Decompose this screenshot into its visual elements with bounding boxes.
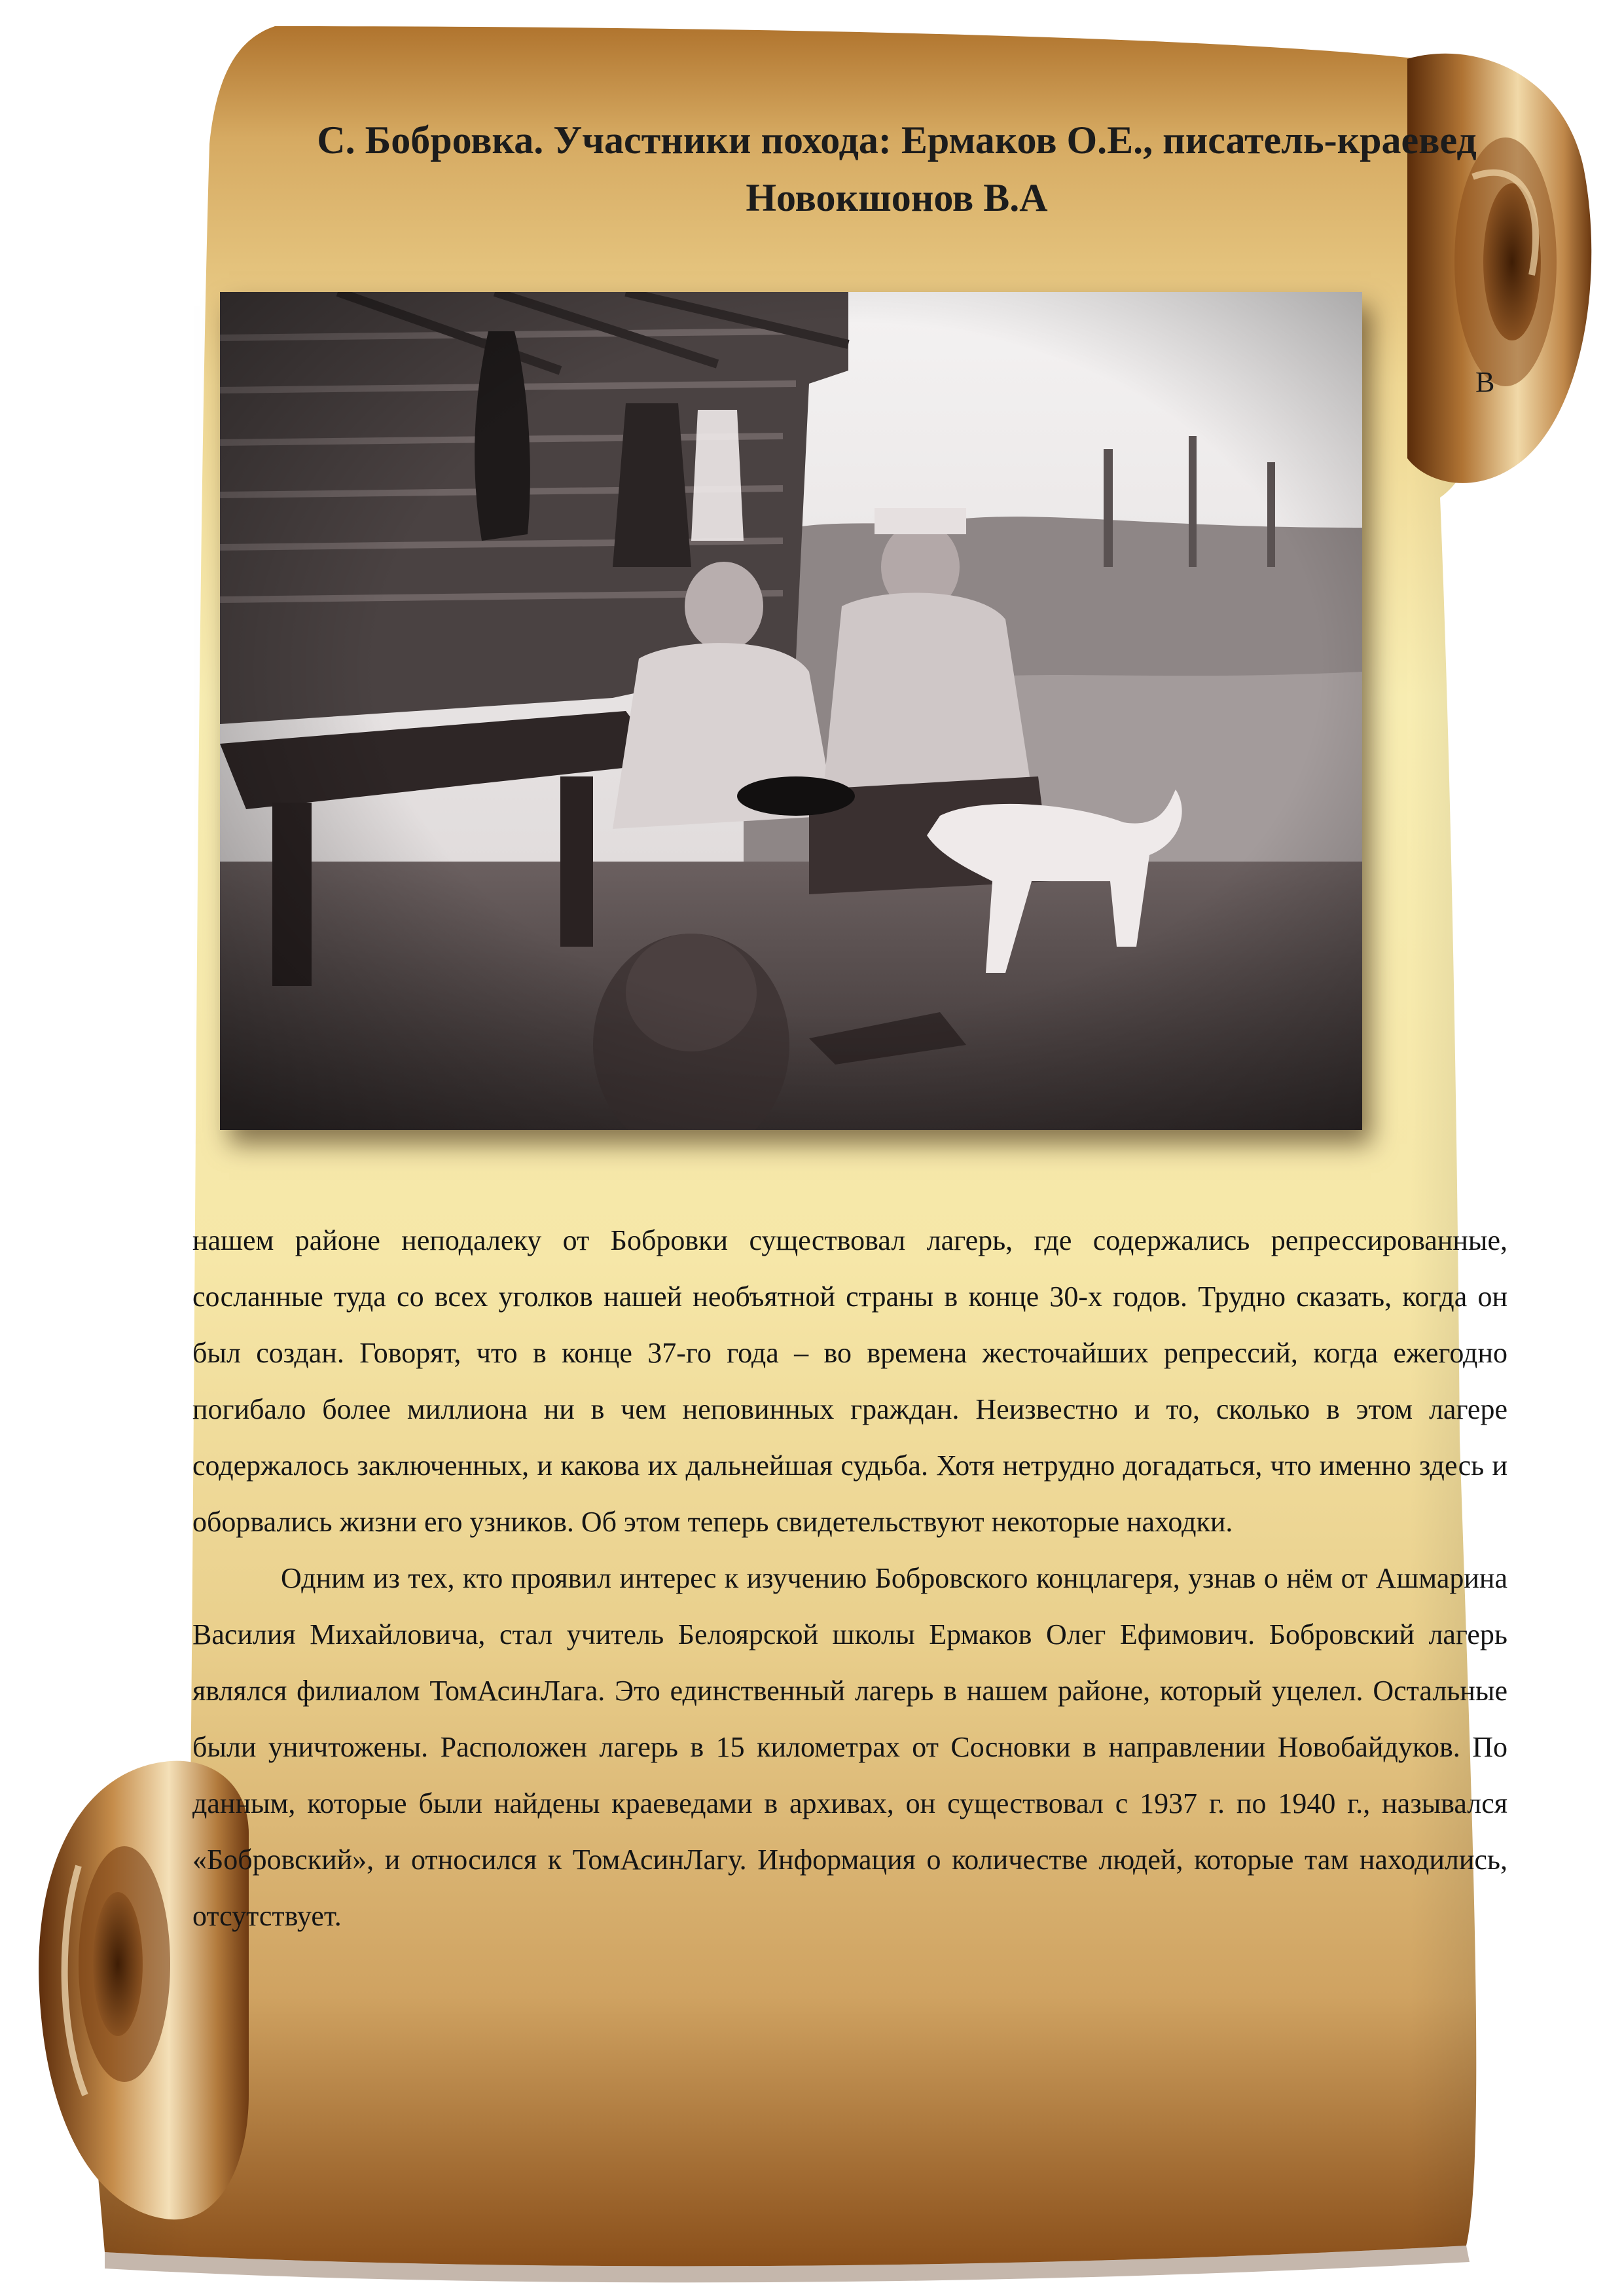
- page-title: С. Бобровка. Участники похода: Ермаков О.Е., писатель-краевед Новокшонов В.А: [317, 118, 1477, 219]
- paragraph-1: нашем районе неподалеку от Бобровки существовал лагерь, где содержались репрессированные, сосланные туда со всех уголков нашей необъятной страны в конце 30-х годов. Трудно сказать, когда он был создан. Говорят, что в конце 37-го года – во времена жесточайших репрессий, когда ежегодно погибало более миллиона ни в чем неповинных граждан. Неизвестно и то, сколько в этом лагере содержалось заключенных, и какова их дальнейшая судьба. Хотя нетрудно догадаться, что именно здесь и оборвались жизни его узников. Об этом теперь свидетельствуют некоторые находки.: [192, 1224, 1507, 1538]
- drop-cap-letter: В: [1475, 366, 1495, 398]
- photo-illustration: [220, 292, 1362, 1130]
- historical-photo: [220, 292, 1362, 1130]
- paragraph-2: Одним из тех, кто проявил интерес к изучению Бобровского концлагеря, узнав о нём от Ашмарина Василия Михайловича, стал учитель Белоярской школы Ермаков Олег Ефимович. Бобровский лагерь являлся филиалом ТомАсинЛага. Это единственный лагерь в нашем районе, который уцелел. Остальные были уничтожены. Расположен лагерь в 15 километрах от Сосновки в направлении Новобайдуков. По данным, которые были найдены краеведами в архивах, он существовал с 1937 г. по 1940 г., назывался «Бобровский», и относился к ТомАсинЛагу. Информация о количестве людей, которые там находились, отсутствует.: [192, 1562, 1507, 1932]
- article-body: [192, 1212, 1507, 1944]
